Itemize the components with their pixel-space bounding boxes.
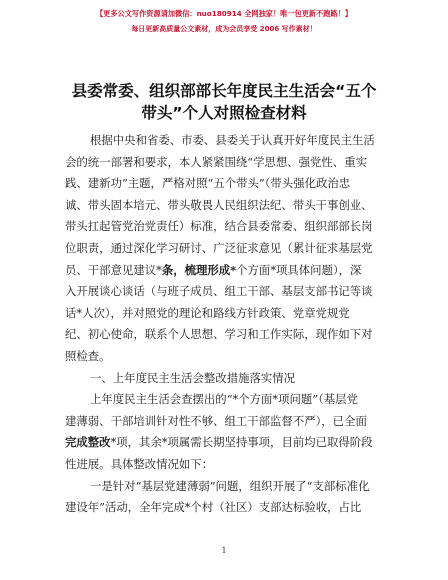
item-1-line: 建设年”活动，全年完成*个村（社区）支部达标验收，占比 xyxy=(65,500,362,515)
section-1-line: 上年度民主生活会查摆出的“*个方面*项问题”（基层党 xyxy=(90,392,358,407)
title-line-1: 县委常委、组织部部长年度民主生活会“五个 xyxy=(71,82,377,100)
promo-banner-line-1: 【更多公文写作资源请加微信：nuo180914 全网独家！唯一包更新不跑路！】 xyxy=(95,9,353,18)
item-1-paragraph xyxy=(65,476,381,519)
section-1-line-mixed xyxy=(65,432,381,454)
page-number: 1 xyxy=(221,546,227,555)
intro-line: 带头扛起管党治党责任）标准，结合县委常委、组织部部长岗 xyxy=(65,219,373,234)
section-1-bold-part: 完成整改 xyxy=(65,435,111,450)
intro-line-part: 员、干部意见建议* xyxy=(65,262,162,277)
section-1-line: 性进展。具体整改情况如下： xyxy=(65,456,214,471)
intro-line: 纪、初心使命，联系个人思想、学习和工作实际，现作如下对 xyxy=(65,327,373,342)
section-1-heading-paragraph xyxy=(65,368,381,390)
section-1-line-part: *项，其余*项属需长期坚持事项，目前均已取得阶段 xyxy=(110,435,373,450)
intro-line: 入开展谈心谈话（与班子成员、组工干部、基层支部书记等谈 xyxy=(65,284,373,299)
intro-line: 诚、带头固本培元、带头敬畏人民组织法纪、带头干事创业、 xyxy=(65,197,373,212)
intro-line: 话*人次），并对照党的理论和路线方针政策、党章党规党 xyxy=(65,305,350,320)
section-1-paragraph xyxy=(65,389,381,475)
intro-line: 会的统一部署和要求，本人紧紧围绕“学思想、强党性、重实 xyxy=(65,154,367,169)
intro-line: 根据中央和省委、市委、县委关于认真开好年度民主生活 xyxy=(90,133,375,147)
item-1-line: 一是针对“基层党建薄弱”问题，组织开展了“支部标准化 xyxy=(90,478,370,493)
promo-banner-line-2: 每日更新高质量公文素材，成为会员享受 2006 写作素材！ xyxy=(131,25,317,33)
section-heading: 一、上年度民主生活会整改措施落实情况 xyxy=(90,370,296,385)
intro-line: 践、建新功”主题，严格对照“五个带头”（带头强化政治忠 xyxy=(65,176,351,191)
intro-paragraph xyxy=(65,130,381,368)
intro-line: 照检查。 xyxy=(65,348,111,363)
intro-line-mixed xyxy=(65,260,381,282)
intro-line: 位职责，通过深化学习研讨、广泛征求意见（累计征求基层党 xyxy=(65,240,373,255)
intro-line-part: 个方面*项具体问题），深 xyxy=(236,262,362,277)
section-1-line: 建薄弱、干部培训针对性不够、组工干部监督不严），已全面 xyxy=(65,413,367,428)
title-line-2: 带头”个人对照检查材料 xyxy=(141,104,307,122)
intro-line-bold-part: 条，梳理形成* xyxy=(161,262,237,277)
document-body xyxy=(65,130,381,519)
document-title xyxy=(60,80,388,124)
